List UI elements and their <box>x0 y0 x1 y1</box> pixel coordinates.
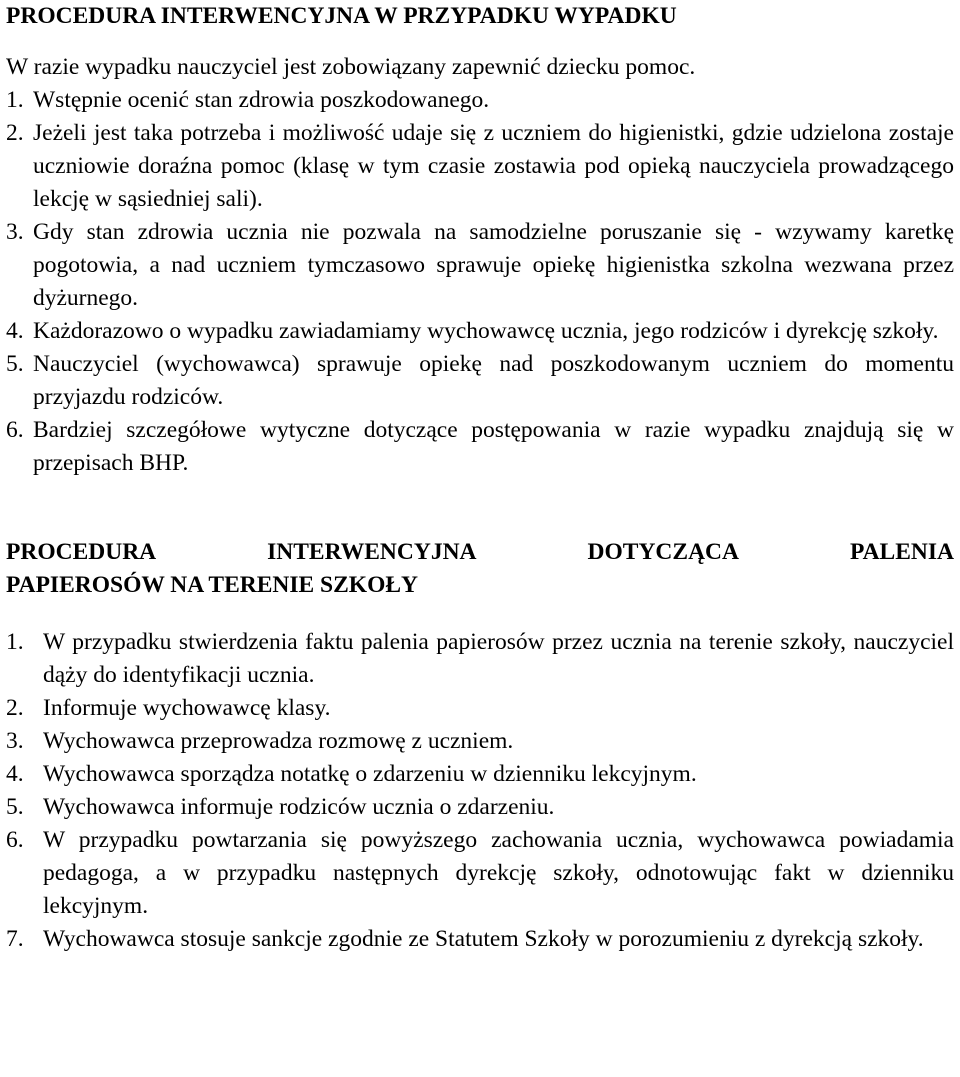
list-item <box>6 626 954 692</box>
list-item-text: Nauczyciel (wychowawca) sprawuje opiekę nad poszkodowanym uczniem do momentu przyjazdu rodziców. <box>33 351 954 410</box>
list-item-text: W przypadku powtarzania się powyższego zachowania ucznia, wychowawca powiadamia pedagoga, a w przypadku następnych dyrekcję szkoły, odnotowując fakt w dzienniku lekcyjnym. <box>43 827 954 919</box>
list-item <box>6 216 954 315</box>
list-item-text: Jeżeli jest taka potrzeba i możliwość udaje się z uczniem do higienistki, gdzie udzielona zostaje uczniowie doraźna pomoc (klasę w tym czasie zostawia pod opieką nauczyciela prowadzącego lekcję w sąsiedniej sali). <box>33 120 954 212</box>
section-spacer <box>6 480 954 536</box>
list-item-number: 1. <box>6 629 24 655</box>
section2-list <box>6 626 954 956</box>
list-item-number: 7. <box>6 926 24 952</box>
list-item <box>6 725 954 758</box>
list-item-number: 3. <box>6 219 24 245</box>
list-item <box>6 923 954 956</box>
section2-title-line1: PROCEDURA INTERWENCYJNA DOTYCZĄCA PALENIA <box>6 539 954 565</box>
list-item <box>6 692 954 725</box>
list-item-number: 3. <box>6 728 24 754</box>
list-item <box>6 348 954 414</box>
list-item-number: 6. <box>6 827 24 853</box>
list-item-text: Wychowawca przeprowadza rozmowę z uczniem. <box>43 728 514 754</box>
list-item-number: 2. <box>6 120 24 146</box>
section1-list <box>6 84 954 480</box>
list-item <box>6 84 954 117</box>
list-item-text: Wychowawca sporządza notatkę o zdarzeniu w dzienniku lekcyjnym. <box>43 761 697 787</box>
list-item <box>6 315 954 348</box>
list-item-text: Każdorazowo o wypadku zawiadamiamy wychowawcę ucznia, jego rodziców i dyrekcję szkoły. <box>33 318 939 344</box>
list-item-number: 5. <box>6 794 24 820</box>
list-item-text: Bardziej szczegółowe wytyczne dotyczące postępowania w razie wypadku znajdują się w przepisach BHP. <box>33 417 954 476</box>
list-item-number: 1. <box>6 87 24 113</box>
list-item-number: 4. <box>6 318 24 344</box>
list-item-text: Wychowawca informuje rodziców ucznia o zdarzeniu. <box>43 794 555 820</box>
section1-title: PROCEDURA INTERWENCYJNA W PRZYPADKU WYPADKU <box>6 3 677 29</box>
list-item-text: Wychowawca stosuje sankcje zgodnie ze Statutem Szkoły w porozumieniu z dyrekcją szkoły. <box>43 926 924 952</box>
list-item-number: 4. <box>6 761 24 787</box>
list-item-text: Gdy stan zdrowia ucznia nie pozwala na samodzielne poruszanie się - wzywamy karetkę pogotowia, a nad uczniem tymczasowo sprawuje opiekę higienistka szkolna wezwana przez dyżurnego. <box>33 219 954 311</box>
list-item-text: Informuje wychowawcę klasy. <box>43 695 331 721</box>
section1-intro: W razie wypadku nauczyciel jest zobowiązany zapewnić dziecku pomoc. <box>6 54 696 80</box>
list-item <box>6 791 954 824</box>
list-item-text: Wstępnie ocenić stan zdrowia poszkodowanego. <box>33 87 490 113</box>
list-item <box>6 824 954 923</box>
list-item <box>6 117 954 216</box>
list-item <box>6 758 954 791</box>
list-item-number: 6. <box>6 417 24 443</box>
section2-title-line2: PAPIEROSÓW NA TERENIE SZKOŁY <box>6 572 419 598</box>
document-page <box>6 0 954 956</box>
list-item <box>6 414 954 480</box>
list-item-number: 2. <box>6 695 24 721</box>
list-item-number: 5. <box>6 351 24 377</box>
list-item-text: W przypadku stwierdzenia faktu palenia papierosów przez ucznia na terenie szkoły, nauczyciel dąży do identyfikacji ucznia. <box>43 629 954 688</box>
